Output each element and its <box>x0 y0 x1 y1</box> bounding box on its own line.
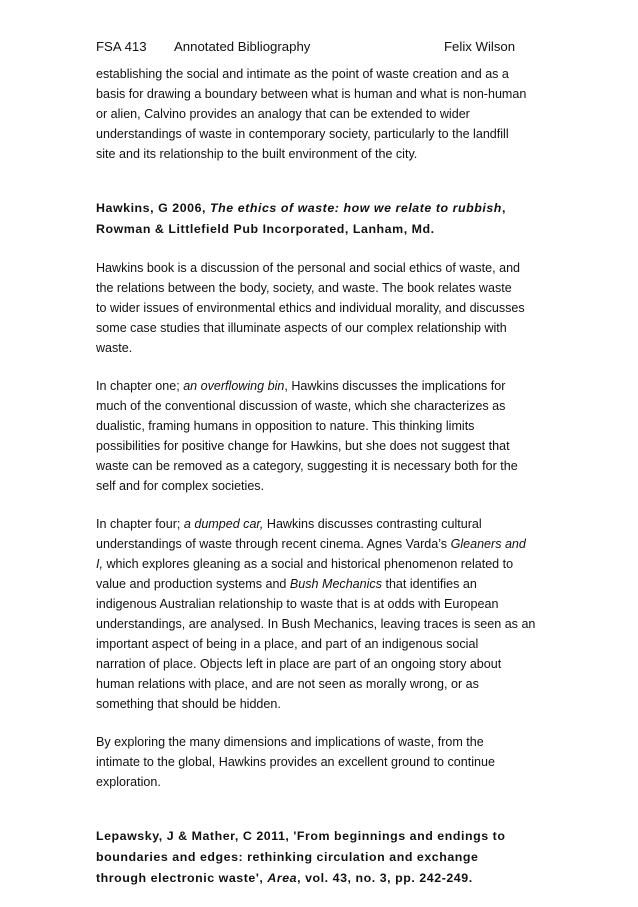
hawkins-summary-paragraph: Hawkins book is a discussion of the personal and social ethics of waste, and the relations between the body, society, and waste. The book relates waste to wider issues of environmental ethics and individual morality, and discusses some case studies that illuminate aspects of our complex relationship with waste. <box>96 261 525 355</box>
author-name: Felix Wilson <box>444 39 516 54</box>
intro-paragraph: establishing the social and intimate as the point of waste creation and as a basis for drawing a boundary between what is human and what is non-human or alien, Calvino provides an analogy that can be extended to wider understandings of waste in contemporary society, particularly to the landfill site and its relationship to the built environment of the city. <box>96 67 527 161</box>
hawkins-book-title: The ethics of waste: how we relate to rubbish <box>210 201 502 215</box>
chapter-four-text-1: Hawkins discusses contrasting cultural understandings of waste through recent cinema. Agnes Varda’s <box>96 517 482 551</box>
chapter-one-text: , Hawkins discusses the implications for much of the conventional discussion of waste, which she characterizes as dualistic, framing humans in opposition to nature. This thinking limits possibilities for positive change for Hawkins, but she does not suggest that waste can be removed as a category, suggesting it is necessary both for the self and for complex societies. <box>96 379 518 493</box>
gleaners-film-title: Gleaners and I, <box>96 537 526 571</box>
journal-title: Area <box>267 871 298 885</box>
hawkins-citation-publisher: , Rowman & Littlefield Pub Incorporated, Lanham, Md. <box>96 201 506 236</box>
page-header <box>96 37 546 57</box>
chapter-one-lead: In chapter one; <box>96 379 184 393</box>
hawkins-citation <box>96 198 548 240</box>
lepawsky-citation <box>96 826 548 889</box>
course-code: FSA 413 <box>96 39 147 54</box>
document-body <box>96 64 548 907</box>
chapter-four-lead: In chapter four; <box>96 517 184 531</box>
chapter-four-title: a dumped car, <box>183 517 264 531</box>
hawkins-conclusion-paragraph: By exploring the many dimensions and implications of waste, from the intimate to the global, Hawkins provides an excellent ground to continue exploration. <box>96 735 495 789</box>
document-title: Annotated Bibliography <box>174 39 311 54</box>
bush-mechanics-title: Bush Mechanics <box>289 577 382 591</box>
chapter-four-text-3: that identifies an indigenous Australian relationship to waste that is at odds with European understandings, are analysed. In Bush Mechanics, leaving traces is seen as an important aspect of being in a place, and part of an indigenous social narration of place. Objects left in place are part of an ongoing story about human relations with place, and are not seen as morally wrong, or as something that should be hidden. <box>96 577 536 711</box>
chapter-four-text-2: which explores gleaning as a social and historical phenomenon related to value and production systems and <box>96 557 514 591</box>
lepawsky-citation-main: Lepawsky, J & Mather, C 2011, 'From beginnings and endings to boundaries and edges: rethinking circulation and exchange through electronic waste', <box>96 829 506 885</box>
chapter-four-paragraph <box>96 514 548 714</box>
chapter-one-title: an overflowing bin <box>183 379 285 393</box>
hawkins-citation-author: Hawkins, G 2006, <box>96 201 211 215</box>
chapter-one-paragraph <box>96 376 548 496</box>
lepawsky-citation-volume: , vol. 43, no. 3, pp. 242-249. <box>297 871 473 885</box>
